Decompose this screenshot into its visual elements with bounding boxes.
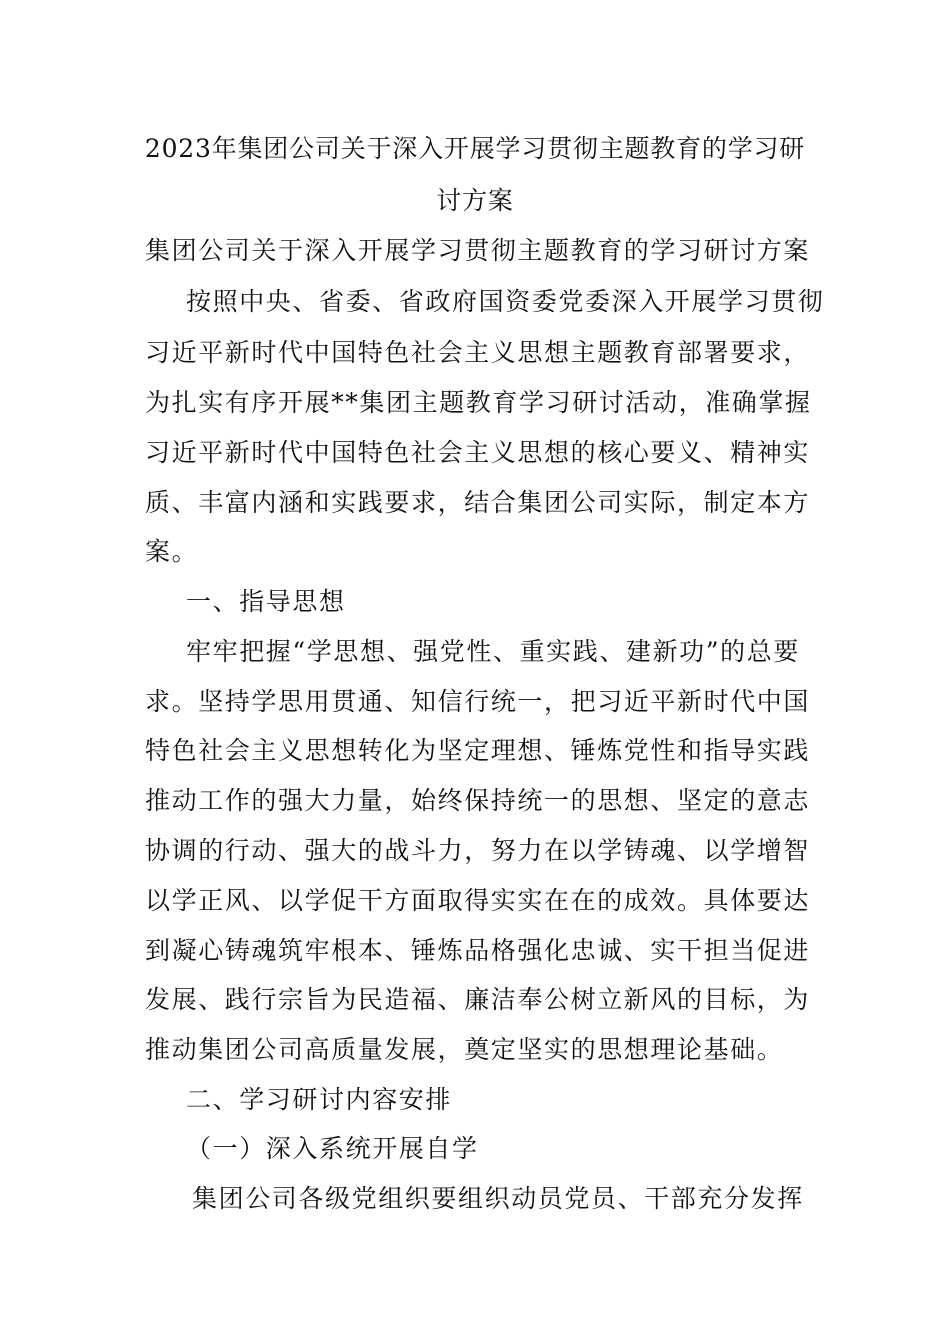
paragraph-line: 习近平新时代中国特色社会主义思想主题教育部署要求， xyxy=(145,338,811,367)
paragraph-line: 推动集团公司高质量发展，奠定坚实的思想理论基础。 xyxy=(145,1035,784,1064)
document-title-line-1: 2023年集团公司关于深入开展学习贯彻主题教育的学习研 xyxy=(144,134,806,163)
section-heading: 一、指导思想 xyxy=(186,587,346,616)
paragraph-line: 特色社会主义思想转化为坚定理想、锤炼党性和指导实践 xyxy=(145,736,811,765)
paragraph-line: 牢牢把握“学思想、强党性、重实践、建新功”的总要 xyxy=(186,637,800,666)
paragraph-line: 质、丰富内涵和实践要求，结合集团公司实际，制定本方 xyxy=(145,488,811,517)
paragraph-line: 为扎实有序开展**集团主题教育学习研讨活动，准确掌握 xyxy=(145,388,812,417)
paragraph-line: 按照中央、省委、省政府国资委党委深入开展学习贯彻 xyxy=(186,287,825,316)
section-heading: 二、学习研讨内容安排 xyxy=(186,1085,453,1114)
paragraph-line: 案。 xyxy=(145,537,199,566)
paragraph-line: 集团公司各级党组织要组织动员党员、干部充分发挥 xyxy=(192,1184,804,1213)
paragraph-line: 协调的行动、强大的战斗力，努力在以学铸魂、以学增智 xyxy=(145,836,811,865)
paragraph-line: 以学正风、以学促干方面取得实实在在的成效。具体要达 xyxy=(145,886,811,915)
paragraph-line: 发展、践行宗旨为民造福、廉洁奉公树立新风的目标，为 xyxy=(145,985,811,1014)
paragraph-line: 到凝心铸魂筑牢根本、锤炼品格强化忠诚、实干担当促进 xyxy=(145,936,811,965)
paragraph-line: 习近平新时代中国特色社会主义思想的核心要义、精神实 xyxy=(145,438,811,467)
subtitle: 集团公司关于深入开展学习贯彻主题教育的学习研讨方案 xyxy=(145,236,811,265)
paragraph-line: 推动工作的强大力量，始终保持统一的思想、坚定的意志 xyxy=(145,786,811,815)
document-title-line-2: 讨方案 xyxy=(436,186,514,215)
subsection-heading: （一）深入系统开展自学 xyxy=(186,1134,479,1163)
paragraph-line: 求。坚持学思用贯通、知信行统一，把习近平新时代中国 xyxy=(145,687,811,716)
